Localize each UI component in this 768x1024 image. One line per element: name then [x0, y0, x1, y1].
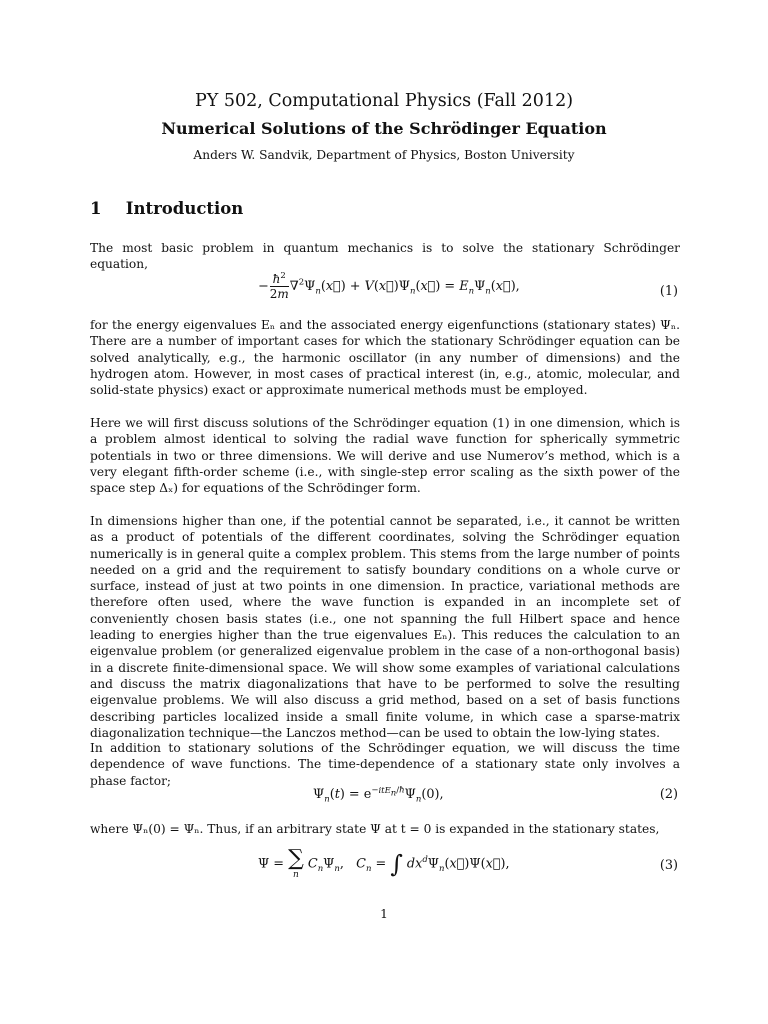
equation-1-body: − $\frac{ħ^2}{2m}$ $\nabla^2\Psi_n(x⃗)$ + $V(x⃗)\Psi_n(x⃗)$ = $E_n\Psi_n(x⃗)$,: [258, 271, 520, 301]
paragraph-2: for the energy eigenvalues Eₙ and the associated energy eigenfunctions (stationary states) Ψₙ. There are a number of important cases for which the stationary Schrödinger equation can be solved analytically, e.g., the harmonic oscillator (in any number of dimensions) and the hydrogen atom. However, in most cases of practical interest (in, e.g., atomic, molecular, and solid-state physics) exact or approximate numerical methods must be employed.: [90, 318, 680, 398]
equation-1: [0, 270, 768, 310]
paper-title: Numerical Solutions of the Schrödinger Equation: [161, 119, 607, 138]
equation-2-tag: (2): [659, 787, 678, 802]
paragraph-3: Here we will first discuss solutions of the Schrödinger equation (1) in one dimension, which is a problem almost identical to solving the radial wave function for spherically symmetric potentials in two or three dimensions. We will derive and use Numerov’s method, which is a very elegant fifth-order scheme (i.e., with single-step error scaling as the sixth power of the space step Δₓ) for equations of the Schrödinger form.: [90, 416, 680, 496]
equation-2-body: $\Psi_n(t) = e^{-itE_n/ħ}\Psi_n(0)$,: [313, 785, 444, 805]
page-number: 1: [380, 907, 388, 921]
equation-3-tag: (3): [659, 858, 678, 873]
section-number: 1: [90, 199, 102, 218]
course-heading: PY 502, Computational Physics (Fall 2012): [194, 91, 574, 111]
paragraph-6: where Ψₙ(0) = Ψₙ. Thus, if an arbitrary state Ψ at t = 0 is expanded in the stationary states,: [90, 822, 660, 836]
section-title: Introduction: [125, 199, 244, 218]
equation-2: [0, 785, 768, 807]
equation-3: [0, 848, 768, 888]
paragraph-5: In addition to stationary solutions of the Schrödinger equation, we will discuss the time dependence of wave functions. The time-dependence of a stationary state only involves a phase factor;: [90, 741, 680, 788]
paragraph-4: In dimensions higher than one, if the potential cannot be separated, i.e., it cannot be written as a product of potentials of the different coordinates, solving the Schrödinger equation numerically is in general quite a complex problem. This stems from the large number of points needed on a grid and the requirement to satisfy boundary conditions on a whole curve or surface, instead of just at two points in one dimension. In practice, variational methods are therefore often used, where the wave function is expanded in an incomplete set of conveniently chosen basis states (i.e., one not spanning the full Hilbert space and hence leading to energies higher than the true eigenvalues Eₙ). This reduces the calculation to an eigenvalue problem (or generalized eigenvalue problem in the case of a non-orthogonal basis) in a discrete finite-dimensional space. We will show some examples of variational calculations and discuss the matrix diagonalizations that have to be performed to solve the resulting eigenvalue problems. We will also discuss a grid method, based on a set of basis functions describing particles localized inside a small finite volume, in which case a sparse-matrix diagonalization technique—the Lanczos method—can be used to obtain the low-lying states.: [90, 514, 680, 740]
equation-3-body: Ψ = ∑ n $C_n\Psi_n$, $C_n$ = ∫ $dx^d\Psi_n(x⃗)\Psi(x⃗)$,: [258, 846, 510, 880]
author-line: Anders W. Sandvik, Department of Physics, Boston University: [193, 148, 575, 162]
section-heading: [90, 199, 243, 218]
paragraph-1: The most basic problem in quantum mechanics is to solve the stationary Schrödinger equation,: [90, 241, 680, 272]
equation-1-tag: (1): [659, 284, 678, 299]
